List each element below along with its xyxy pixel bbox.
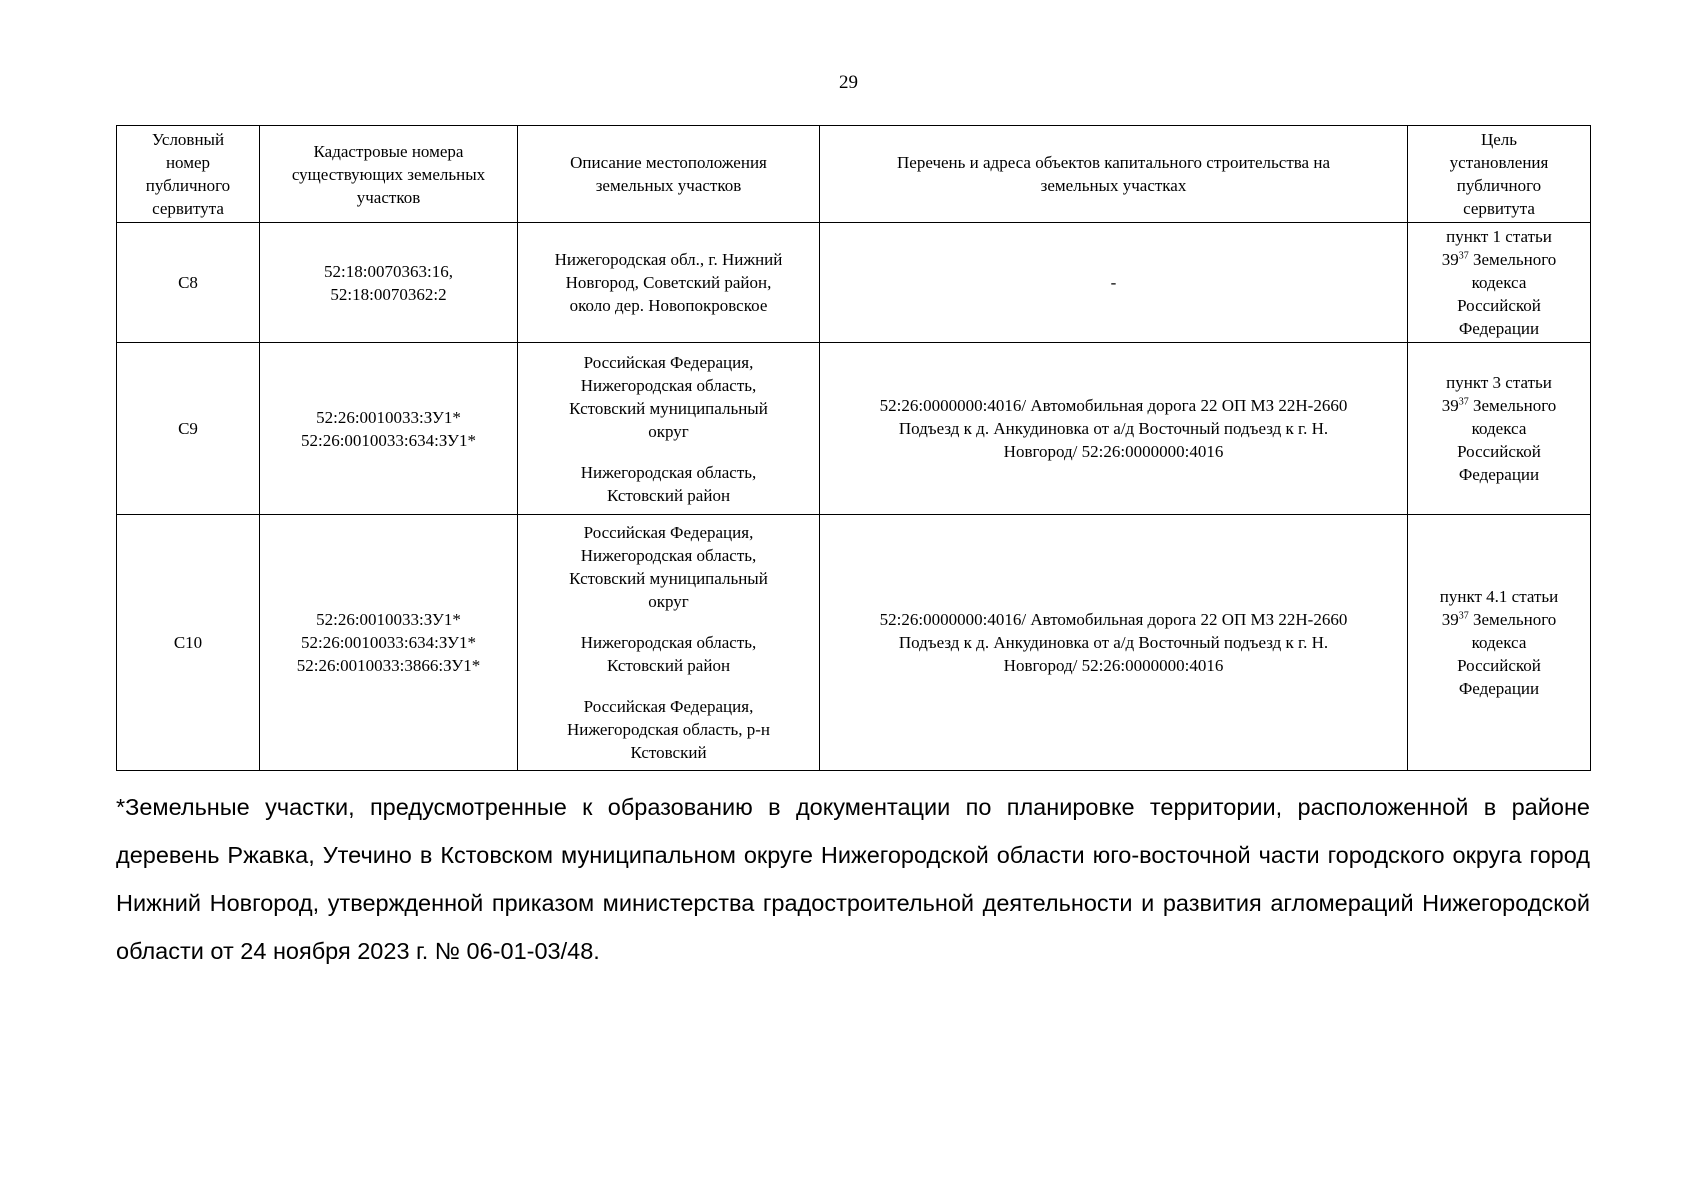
table-row [117, 515, 1591, 771]
article-number: 39 [1441, 610, 1459, 629]
location-line: около дер. Новопокровское [569, 296, 768, 315]
header-lines [524, 151, 813, 197]
article-superscript: 37 [1458, 250, 1469, 262]
objects-line: Новгород/ 52:26:0000000:4016 [1003, 656, 1224, 675]
header-line: Условный [151, 130, 225, 149]
header-line: Цель [1480, 130, 1518, 149]
purpose-cell [1408, 515, 1591, 771]
location-line: Кстовский муниципальный [569, 569, 768, 588]
cadastral-cell [260, 223, 518, 343]
servitude-id: С8 [178, 273, 198, 292]
objects-line: Подъезд к д. Анкудиновка от а/д Восточный подъезд к г. Н. [898, 419, 1329, 438]
objects-line: 52:26:0000000:4016/ Автомобильная дорога 22 ОП МЗ 22Н-2660 [879, 396, 1348, 415]
location-line: Нижегородская область, [580, 633, 757, 652]
header-line: номер [165, 153, 211, 172]
article-superscript: 37 [1458, 396, 1469, 408]
table-row [117, 223, 1591, 343]
location-line: Нижегородская область, [580, 375, 757, 395]
cadastral-cell [260, 343, 518, 515]
location-line: Российская Федерация, [583, 352, 754, 372]
cadastral-number: 52:26:0010033:ЗУ1* [316, 407, 461, 427]
table-row [117, 343, 1591, 515]
header-purpose [1408, 126, 1591, 223]
cadastral-number: 52:26:0010033:3866:ЗУ1* [296, 656, 481, 675]
purpose-article-line [1414, 394, 1584, 417]
table-header [117, 126, 1591, 223]
header-line: публичного [1456, 176, 1542, 195]
purpose-line: Федерации [1458, 679, 1540, 698]
location-cell [518, 343, 820, 515]
servitude-id: С9 [178, 419, 198, 438]
location-line: округ [648, 592, 689, 611]
purpose-line: кодекса [1471, 273, 1527, 292]
purpose-line: Федерации [1458, 319, 1540, 338]
purpose-cell [1408, 343, 1591, 515]
cadastral-number: 52:18:0070363:16, [324, 261, 453, 281]
location-line: Новгород, Советский район, [565, 273, 772, 292]
location-line: Российская Федерация, [583, 697, 754, 716]
location-line: Нижегородская область, р-н [566, 720, 771, 739]
header-id [117, 126, 260, 223]
purpose-cell [1408, 223, 1591, 343]
header-line: участков [356, 187, 421, 207]
header-objects [820, 126, 1408, 223]
objects-line: Новгород/ 52:26:0000000:4016 [1003, 442, 1224, 461]
location-line: Нижегородская область, [580, 462, 757, 482]
purpose-line: пункт 3 статьи [1446, 373, 1552, 392]
servitude-id-cell [117, 343, 260, 515]
location-line: Нижегородская обл., г. Нижний [554, 250, 783, 269]
location-gap [524, 443, 813, 461]
purpose-line: Российской [1457, 296, 1541, 315]
article-number: 39 [1441, 396, 1459, 415]
location-line: Российская Федерация, [583, 523, 754, 542]
page-number: 29 [839, 72, 858, 93]
table-body [117, 223, 1591, 771]
objects-cell [820, 343, 1408, 515]
servitude-id-cell [117, 223, 260, 343]
location-gap [524, 613, 813, 631]
header-line: установления [1449, 153, 1549, 172]
header-line: Описание местоположения [570, 153, 767, 172]
header-line: существующих земельных [291, 164, 486, 184]
header-location [518, 126, 820, 223]
purpose-line: Российской [1457, 442, 1541, 461]
location-cell [518, 515, 820, 771]
location-gap [524, 677, 813, 695]
cadastral-number: 52:26:0010033:634:ЗУ1* [300, 633, 477, 652]
article-suffix: Земельного [1468, 610, 1557, 629]
purpose-article-line [1414, 608, 1584, 631]
objects-line: - [1110, 273, 1117, 292]
location-line: Кстовский район [606, 485, 731, 505]
footnote: *Земельные участки, предусмотренные к образованию в документации по планировке территории, расположенной в районе деревень Ржавка, Утечино в Кстовском муниципальном округе Нижегородской области юго-восточной части городского округа город Нижний Новгород, утвержденной приказом министерства градостроительной деятельности и развития агломераций Нижегородской области от 24 ноября 2023 г. № 06-01-03/48. [116, 794, 1590, 964]
objects-line: 52:26:0000000:4016/ Автомобильная дорога 22 ОП МЗ 22Н-2660 [879, 610, 1348, 629]
purpose-line: пункт 4.1 статьи [1439, 587, 1559, 606]
objects-cell [820, 515, 1408, 771]
header-lines [266, 140, 511, 209]
servitude-table [116, 125, 1591, 771]
header-line: публичного [145, 176, 231, 195]
header-line: земельных участках [1040, 176, 1187, 195]
article-suffix: Земельного [1468, 396, 1557, 415]
location-line: Кстовский [630, 743, 707, 762]
purpose-article-line [1414, 248, 1584, 271]
cadastral-number: 52:26:0010033:ЗУ1* [316, 610, 461, 629]
objects-line: Подъезд к д. Анкудиновка от а/д Восточный подъезд к г. Н. [898, 633, 1329, 652]
header-lines [826, 151, 1401, 197]
purpose-line: кодекса [1471, 633, 1527, 652]
header-row [117, 126, 1591, 223]
cadastral-cell [260, 515, 518, 771]
location-line: Нижегородская область, [580, 546, 757, 565]
header-line: сервитута [152, 199, 224, 218]
location-cell [518, 223, 820, 343]
article-suffix: Земельного [1468, 250, 1557, 269]
header-lines [1414, 128, 1584, 220]
servitude-id: С10 [173, 633, 203, 652]
article-number: 39 [1441, 250, 1459, 269]
servitude-id-cell [117, 515, 260, 771]
header-line: сервитута [1463, 199, 1535, 218]
header-cadastral [260, 126, 518, 223]
article-superscript: 37 [1458, 610, 1469, 622]
header-line: земельных участков [595, 176, 742, 195]
header-line: Перечень и адреса объектов капитального строительства на [897, 153, 1330, 172]
purpose-line: Российской [1457, 656, 1541, 675]
location-line: Кстовский муниципальный [569, 398, 768, 418]
purpose-line: Федерации [1458, 465, 1540, 484]
location-line: округ [648, 421, 689, 441]
cadastral-number: 52:26:0010033:634:ЗУ1* [300, 430, 477, 450]
objects-cell [820, 223, 1408, 343]
location-line: Кстовский район [606, 656, 731, 675]
purpose-line: пункт 1 статьи [1446, 227, 1552, 246]
header-lines [123, 128, 253, 220]
purpose-line: кодекса [1471, 419, 1527, 438]
header-line: Кадастровые номера [313, 141, 464, 161]
cadastral-number: 52:18:0070362:2 [330, 284, 447, 304]
